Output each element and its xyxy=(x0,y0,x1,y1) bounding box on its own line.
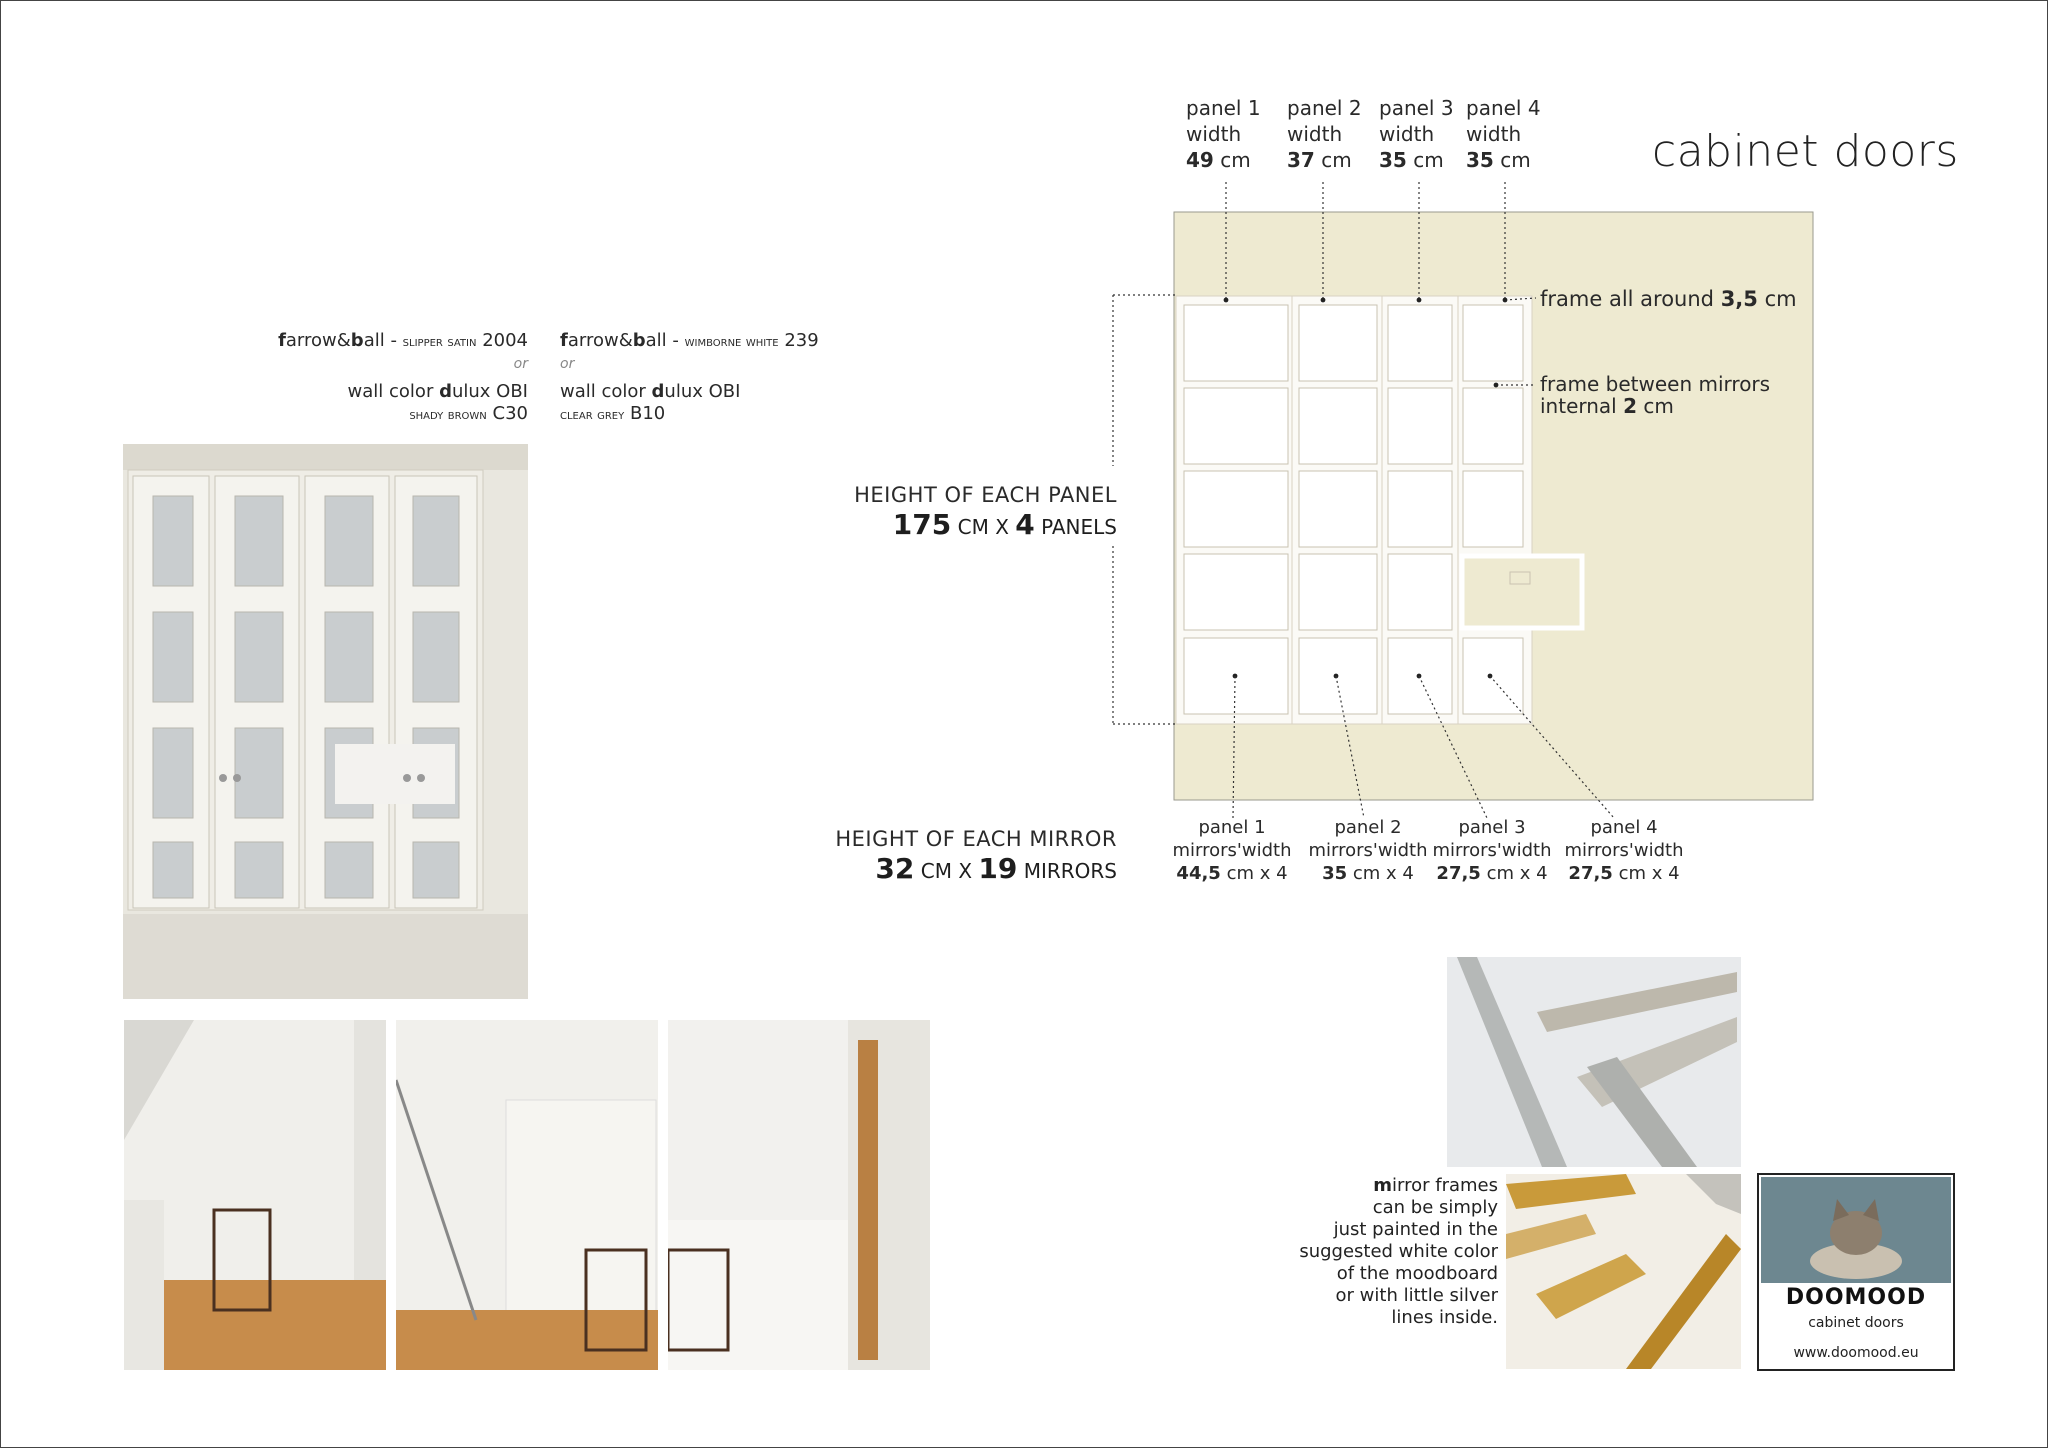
room-photo-3 xyxy=(668,1020,930,1370)
height-bracket xyxy=(1113,295,1176,724)
mirror-pane xyxy=(1184,554,1288,630)
bottom-panel-label-2: panel 2 mirrors'width 35 cm x 4 xyxy=(1308,817,1428,884)
logo-brand: DOOMOOD xyxy=(1785,1285,1927,1310)
bottom-panel-label-1: panel 1 mirrors'width 44,5 cm x 4 xyxy=(1172,817,1292,884)
mirror-pane xyxy=(1299,305,1377,381)
frame-between-note: frame between mirrors internal 2 cm xyxy=(1540,372,1771,418)
mirror-pane xyxy=(1299,554,1377,630)
room-photo-2 xyxy=(396,1020,658,1370)
frame-all-around-note: frame all around 3,5 cm xyxy=(1540,287,1797,311)
logo-tagline: cabinet doors xyxy=(1808,1315,1904,1331)
mirror-pane xyxy=(1184,471,1288,547)
doomood-logo-box xyxy=(1757,1173,1955,1371)
mirror-pane xyxy=(1184,305,1288,381)
gold-frames-illustration xyxy=(1506,1174,1741,1369)
mirror-pane xyxy=(1184,388,1288,464)
mirror-grid xyxy=(1184,305,1523,714)
silver-frames-illustration xyxy=(1447,957,1741,1167)
top-panel-label-1: panel 1 width 49 cm xyxy=(1186,96,1261,172)
mirror-pane xyxy=(1463,388,1523,464)
mirror-pane xyxy=(1388,554,1452,630)
kitten-icon xyxy=(1759,1175,1953,1285)
top-panel-label-4: panel 4 width 35 cm xyxy=(1466,96,1541,172)
room-photo-1 xyxy=(124,1020,386,1370)
top-panel-label-3: panel 3 width 35 cm xyxy=(1379,96,1454,172)
paint-note-left: farrow&ball - slipper satin 2004 or wall color dulux OBI shady brown C30 xyxy=(278,330,528,424)
gold-frames-photo xyxy=(1506,1174,1741,1369)
mirror-cutout-highlight xyxy=(1462,556,1582,628)
logo-url: www.doomood.eu xyxy=(1793,1345,1919,1361)
wardrobe-photo xyxy=(123,444,528,999)
room-photo-1-illustration xyxy=(124,1020,386,1370)
silver-frames-photo xyxy=(1447,957,1741,1167)
panel-height-label: HEIGHT OF EACH PANEL 175 CM X 4 PANELS xyxy=(854,483,1117,541)
bottom-panel-label-3: panel 3 mirrors'width 27,5 cm x 4 xyxy=(1432,817,1552,884)
mirror-frames-note: mirror frames can be simply just painted in the suggested white color of the moodboard or with little silver lines inside. xyxy=(1299,1175,1498,1328)
paint-note-right: farrow&ball - wimborne white 239 or wall color dulux OBI clear grey B10 xyxy=(560,330,819,424)
mirror-pane xyxy=(1299,471,1377,547)
bottom-panel-label-4: panel 4 mirrors'width 27,5 cm x 4 xyxy=(1564,817,1684,884)
mirror-height-label: HEIGHT OF EACH MIRROR 32 CM X 19 MIRRORS xyxy=(835,827,1117,885)
mirror-pane xyxy=(1463,305,1523,381)
wardrobe-illustration xyxy=(123,444,528,999)
page-title: cabinet doors xyxy=(1652,126,1959,177)
room-photo-2-illustration xyxy=(396,1020,658,1370)
mirror-pane xyxy=(1463,471,1523,547)
mirror-pane xyxy=(1388,388,1452,464)
mirror-pane xyxy=(1388,471,1452,547)
top-panel-label-2: panel 2 width 37 cm xyxy=(1287,96,1362,172)
mirror-pane xyxy=(1388,305,1452,381)
room-photo-3-illustration xyxy=(668,1020,930,1370)
mirror-pane xyxy=(1299,388,1377,464)
